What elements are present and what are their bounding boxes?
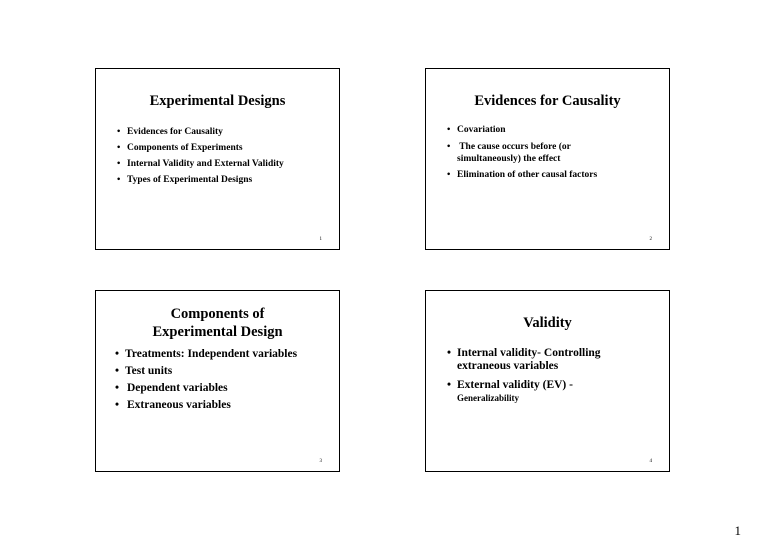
bullet-list bbox=[117, 124, 337, 188]
bullet-icon: • bbox=[117, 127, 121, 137]
bullet-icon: • bbox=[447, 170, 451, 180]
bullet-list bbox=[447, 124, 657, 186]
bullet-icon: • bbox=[117, 143, 121, 153]
bullet-icon: • bbox=[447, 142, 451, 152]
bullet-icon: • bbox=[117, 159, 121, 169]
list-item: • The cause occurs before (or simultaneously) the effect bbox=[447, 142, 571, 164]
slide-number: 3 bbox=[319, 459, 322, 464]
slide-4 bbox=[425, 290, 670, 472]
slide-3 bbox=[95, 290, 340, 472]
slide-1 bbox=[95, 68, 340, 250]
list-item: • Treatments: Independent variables bbox=[115, 346, 339, 363]
bullet-icon: • bbox=[115, 399, 120, 411]
list-item: • Types of Experimental Designs bbox=[117, 172, 337, 188]
page-number: 1 bbox=[734, 523, 741, 538]
bullet-icon: • bbox=[115, 382, 120, 394]
list-item: • Components of Experiments bbox=[117, 140, 337, 156]
bullet-icon: • bbox=[447, 379, 452, 391]
slide-title: Experimental Designs bbox=[149, 93, 286, 109]
bullet-list bbox=[447, 347, 662, 411]
bullet-icon: • bbox=[447, 125, 451, 135]
list-item: • Extraneous variables bbox=[115, 397, 339, 414]
list-item: • Covariation bbox=[447, 125, 506, 135]
list-item: • Evidences for Causality bbox=[117, 124, 337, 140]
list-item: • Internal Validity and External Validity bbox=[117, 156, 337, 172]
list-item: • Elimination of other causal factors bbox=[447, 170, 598, 180]
list-item: • Dependent variables bbox=[115, 380, 339, 397]
bullet-icon: • bbox=[115, 365, 120, 377]
list-item: • Internal validity- Controlling extraneous variables bbox=[447, 347, 601, 372]
bullet-icon: • bbox=[115, 348, 120, 360]
slide-number: 1 bbox=[319, 237, 322, 242]
bullet-icon: • bbox=[447, 347, 452, 359]
list-item: • External validity (EV) - Generalizability bbox=[447, 379, 573, 403]
slide-title: Validity bbox=[523, 315, 572, 331]
slide-title: Evidences for Causality bbox=[474, 93, 621, 109]
slide-number: 2 bbox=[649, 237, 652, 242]
bullet-icon: • bbox=[117, 175, 121, 185]
bullet-list bbox=[115, 346, 339, 414]
slide-2 bbox=[425, 68, 670, 250]
slide-number: 4 bbox=[649, 459, 652, 464]
slide-title: Components of Experimental Design bbox=[152, 306, 283, 340]
list-item: • Test units bbox=[115, 363, 339, 380]
